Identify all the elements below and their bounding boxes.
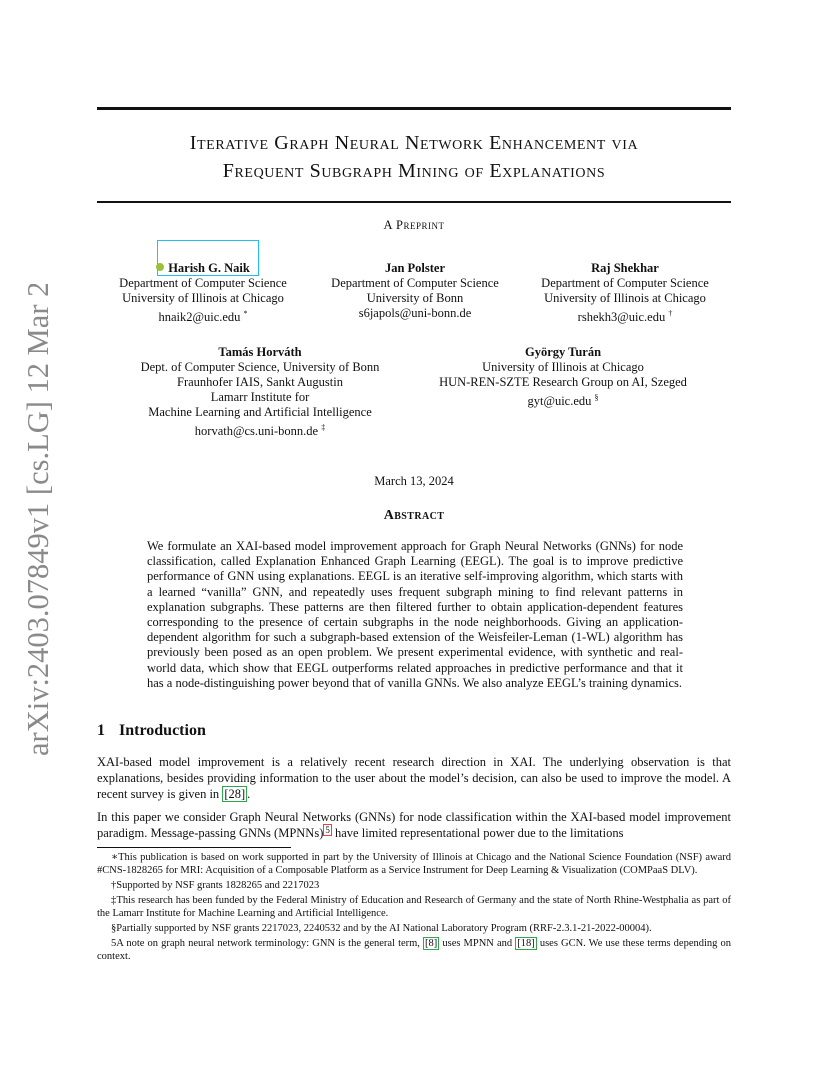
top-rule	[97, 107, 731, 110]
footnote-mark: †	[668, 309, 673, 318]
footnote-mark: ‡	[321, 423, 326, 432]
author-card-turan	[413, 345, 713, 409]
section-number: 1	[97, 722, 105, 739]
abstract-heading: Abstract	[383, 508, 445, 523]
author-affiliation: University of Illinois at Chicago	[544, 291, 706, 305]
author-affiliation: Lamarr Institute for	[210, 390, 310, 404]
preprint-label: A Preprint	[383, 218, 445, 232]
author-email[interactable]: rshekh3@uic.edu	[577, 310, 666, 325]
footnote: †Supported by NSF grants 1828265 and 2217023	[111, 880, 320, 891]
author-affiliation: Department of Computer Science	[331, 276, 499, 290]
footnote: ‡This research has been funded by the Federal Ministry of Education and Research of Germany and the state of North Rhine-Westphalia as part of the Lamarr Institute for Machine Learning and Artificial Intelligence.	[97, 895, 731, 919]
arxiv-stamp-text: arXiv:2403.07849v1 [cs.LG] 12 Mar 2024	[21, 284, 55, 756]
abstract-body: We formulate an XAI-based model improvement approach for Graph Neural Networks (GNNs) for node classification, called Explanation Enhanced Graph Learning (EEGL). The goal is to improve predictive performance of GNN using explanations. EEGL is an iterative self-improving algorithm, which starts with a learned “vanilla” GNN, and repeatedly uses frequent subgraph mining to find relevant patterns in explanation subgraphs. These patterns are then filtered further to obtain application-dependent features corresponding to the presence of certain subgraphs in the node neighborhoods. Giving an application-dependent algorithm for such a subgraph-based extension of the Weisfeiler-Leman (1-WL) algorithm has previously been posed as an open problem. We present experimental evidence, with synthetic and real-world data, which show that EEGL outperforms related approaches in predictive performance and that it has a node-distinguishing power beyond that of vanilla GNNs. We also analyze EEGL’s training dynamics.	[147, 539, 683, 690]
author-affiliation: Department of Computer Science	[541, 276, 709, 290]
author-email[interactable]: hnaik2@uic.edu	[158, 310, 241, 325]
paragraph-text: In this paper we consider Graph Neural Networks (GNNs) for node classification within the XAI-based model improvement paradigm. Message-passing GNNs (MPNNs)	[97, 810, 731, 840]
paper-title-line-2: Frequent Subgraph Mining of Explanations	[222, 160, 606, 182]
intro-paragraph-2	[97, 809, 731, 841]
footnote-rule	[97, 847, 291, 848]
author-card-naik	[97, 261, 309, 325]
author-name: Tamás Horváth	[218, 345, 302, 359]
author-name: Harish G. Naik	[168, 261, 250, 275]
paper-title-line-1: Iterative Graph Neural Network Enhancement via	[189, 132, 639, 154]
footnotes	[97, 851, 731, 965]
author-affiliation: Fraunhofer IAIS, Sankt Augustin	[177, 375, 343, 389]
footnote: ∗This publication is based on work supported in part by the University of Illinois at Chicago and the National Science Foundation (NSF) award #CNS-1828265 for MRI: Acquisition of a Composable Platform as a Service Instrument for Deep Learning & Visualization (COMPaaS DLV).	[97, 852, 731, 876]
arxiv-stamp	[12, 284, 62, 759]
footnote-link[interactable]: 5	[325, 825, 330, 835]
footnote-mark: *	[243, 309, 248, 318]
author-affiliation: University of Illinois at Chicago	[482, 360, 644, 374]
author-card-polster	[309, 261, 521, 321]
paragraph-text: .	[247, 787, 251, 801]
citation-link[interactable]: [18]	[517, 938, 535, 949]
footnote-text: uses GCN. We use these terms depending on context.	[97, 938, 731, 962]
citation-link[interactable]: [8]	[425, 938, 438, 949]
section-heading	[97, 722, 206, 740]
author-affiliation: HUN-REN-SZTE Research Group on AI, Szeged	[439, 375, 687, 389]
intro-paragraph-1	[97, 754, 731, 802]
arxiv-stamp-graphic	[12, 284, 62, 759]
title-bottom-rule	[97, 201, 731, 203]
author-card-shekhar	[519, 261, 731, 325]
author-name: György Turán	[524, 345, 602, 359]
citation-link[interactable]: [28]	[224, 787, 246, 801]
section-title: Introduction	[119, 722, 206, 739]
author-name: Jan Polster	[384, 261, 446, 275]
author-affiliation: University of Illinois at Chicago	[122, 291, 284, 305]
author-name: Raj Shekhar	[591, 261, 659, 275]
footnote-text: 5A note on graph neural network terminology: GNN is the general term,	[111, 938, 424, 949]
author-email[interactable]: s6japols@uni-bonn.de	[358, 306, 472, 320]
paragraph-text: have limited representational power due to the limitations	[331, 826, 624, 840]
orcid-icon[interactable]	[156, 263, 164, 271]
author-affiliation: University of Bonn	[366, 291, 464, 305]
footnote: §Partially supported by NSF grants 2217023, 2240532 and by the AI National Laboratory Program (RRF-2.3.1-21-2022-00004).	[111, 923, 652, 934]
paragraph-text: XAI-based model improvement is a relatively recent research direction in XAI. The underlying observation is that explanations, besides providing information to the user about the model’s decision, can also be used to improve the model. A recent survey is given in	[97, 755, 731, 801]
author-card-horvath	[110, 345, 410, 439]
author-affiliation: Machine Learning and Artificial Intelligence	[148, 405, 372, 419]
author-affiliation: Dept. of Computer Science, University of Bonn	[140, 360, 380, 374]
footnote	[97, 937, 731, 963]
footnote-mark: §	[594, 393, 599, 402]
author-email[interactable]: horvath@cs.uni-bonn.de	[194, 424, 319, 439]
paper-date: March 13, 2024	[374, 474, 454, 488]
author-email[interactable]: gyt@uic.edu	[527, 394, 592, 409]
author-affiliation: Department of Computer Science	[119, 276, 287, 290]
footnote-text: uses MPNN and	[439, 938, 516, 949]
